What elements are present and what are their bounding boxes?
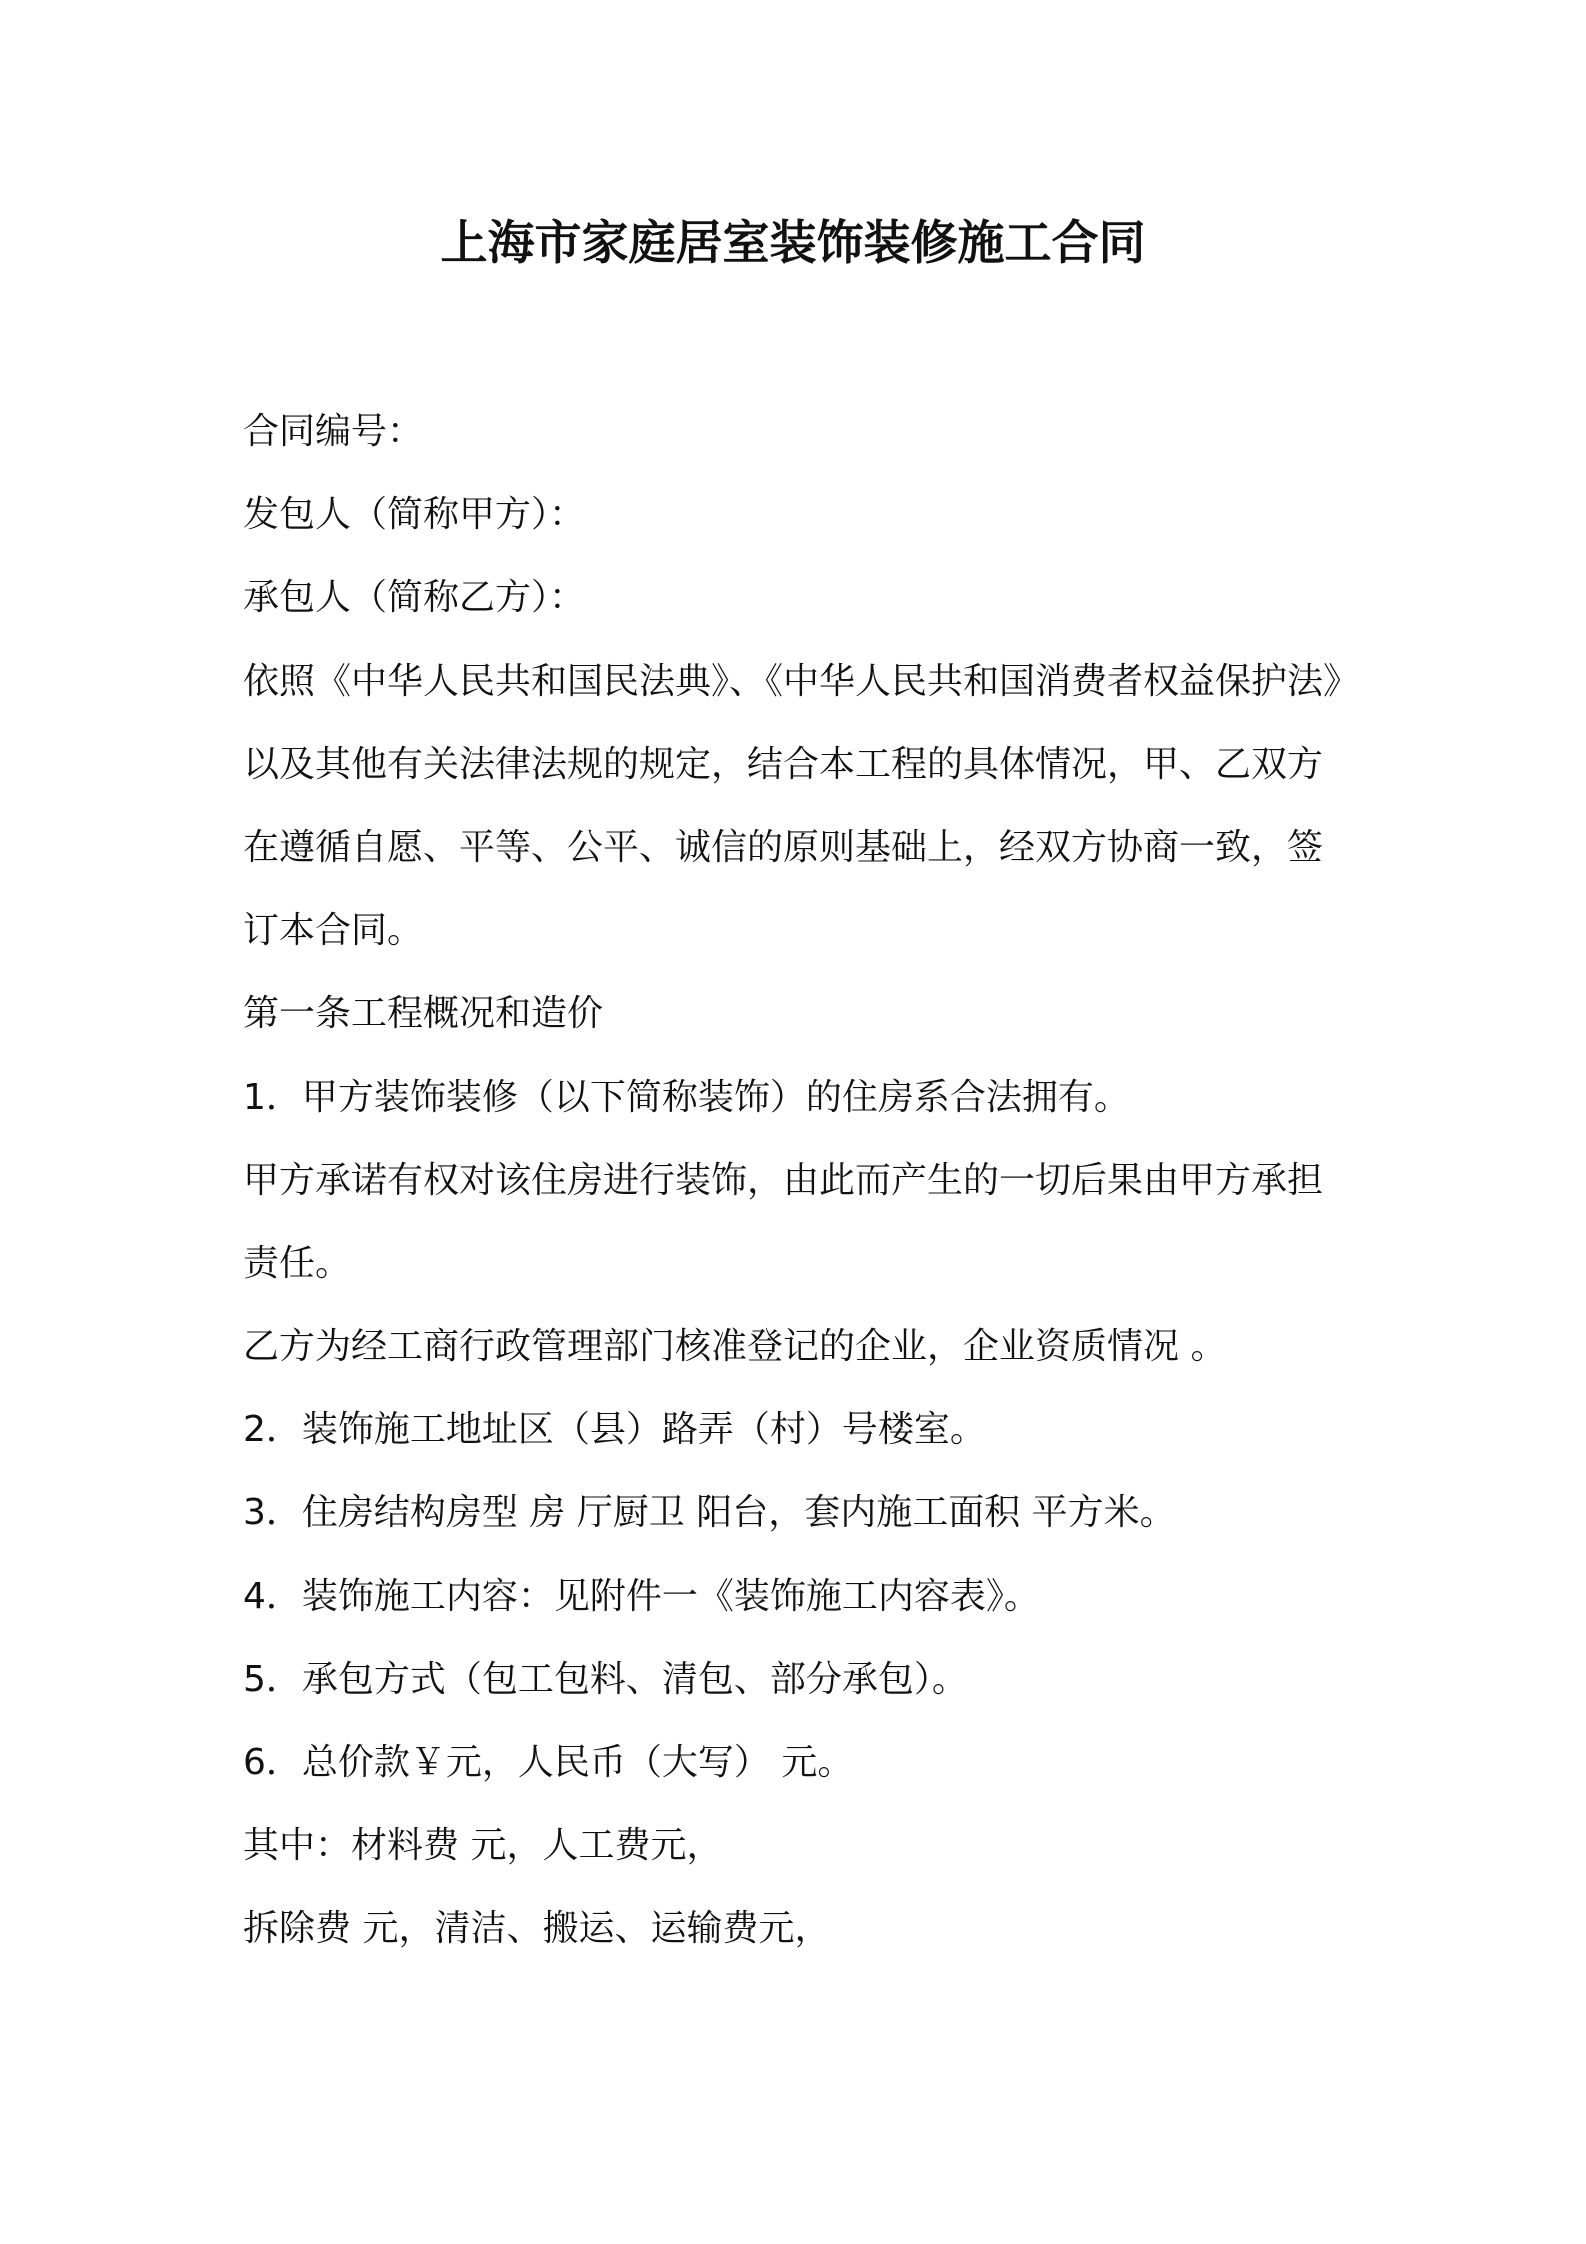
- preamble-line: 依照《中华人民共和国民法典》、《中华人民共和国消费者权益保护法》: [243, 660, 1360, 702]
- clause-line: 其中：材料费 元，人工费元，: [243, 1825, 723, 1867]
- document-title: 上海市家庭居室装饰装修施工合同: [440, 216, 1146, 271]
- party-a-line: 发包人（简称甲方）：: [243, 494, 586, 536]
- preamble-line: 以及其他有关法律法规的规定，结合本工程的具体情况，甲、乙双方: [243, 743, 1324, 785]
- clause-line: 5．承包方式（包工包料、清包、部分承包）。: [243, 1658, 968, 1700]
- clause-line: 6．总价款￥元，人民币（大写） 元。: [243, 1742, 854, 1783]
- preamble-line: 在遵循自愿、平等、公平、诚信的原则基础上，经双方协商一致，签: [243, 826, 1324, 868]
- clause-line: 4．装饰施工内容：见附件一《装饰施工内容表》。: [243, 1575, 1040, 1617]
- clause-line: 3．住房结构房型 房 厅厨卫 阳台，套内施工面积 平方米。: [243, 1492, 1176, 1534]
- party-b-line: 承包人（简称乙方）：: [243, 577, 586, 619]
- clause-line: 责任。: [243, 1242, 352, 1284]
- contract-body: [243, 404, 1363, 1985]
- preamble-line: 订本合同。: [243, 910, 424, 952]
- contract-number-line: 合同编号：: [243, 411, 424, 452]
- article-heading: 第一条工程概况和造价: [243, 993, 604, 1035]
- clause-line: 甲方承诺有权对该住房进行装饰，由此而产生的一切后果由甲方承担: [243, 1159, 1324, 1201]
- clause-line: 2．装饰施工地址区（县）路弄（村）号楼室。: [243, 1409, 986, 1451]
- clause-line: 乙方为经工商行政管理部门核准登记的企业，企业资质情况 。: [243, 1326, 1227, 1368]
- clause-line: 拆除费 元，清洁、搬运、运输费元，: [243, 1908, 831, 1950]
- clause-line: 1．甲方装饰装修（以下简称装饰）的住房系合法拥有。: [243, 1076, 1130, 1118]
